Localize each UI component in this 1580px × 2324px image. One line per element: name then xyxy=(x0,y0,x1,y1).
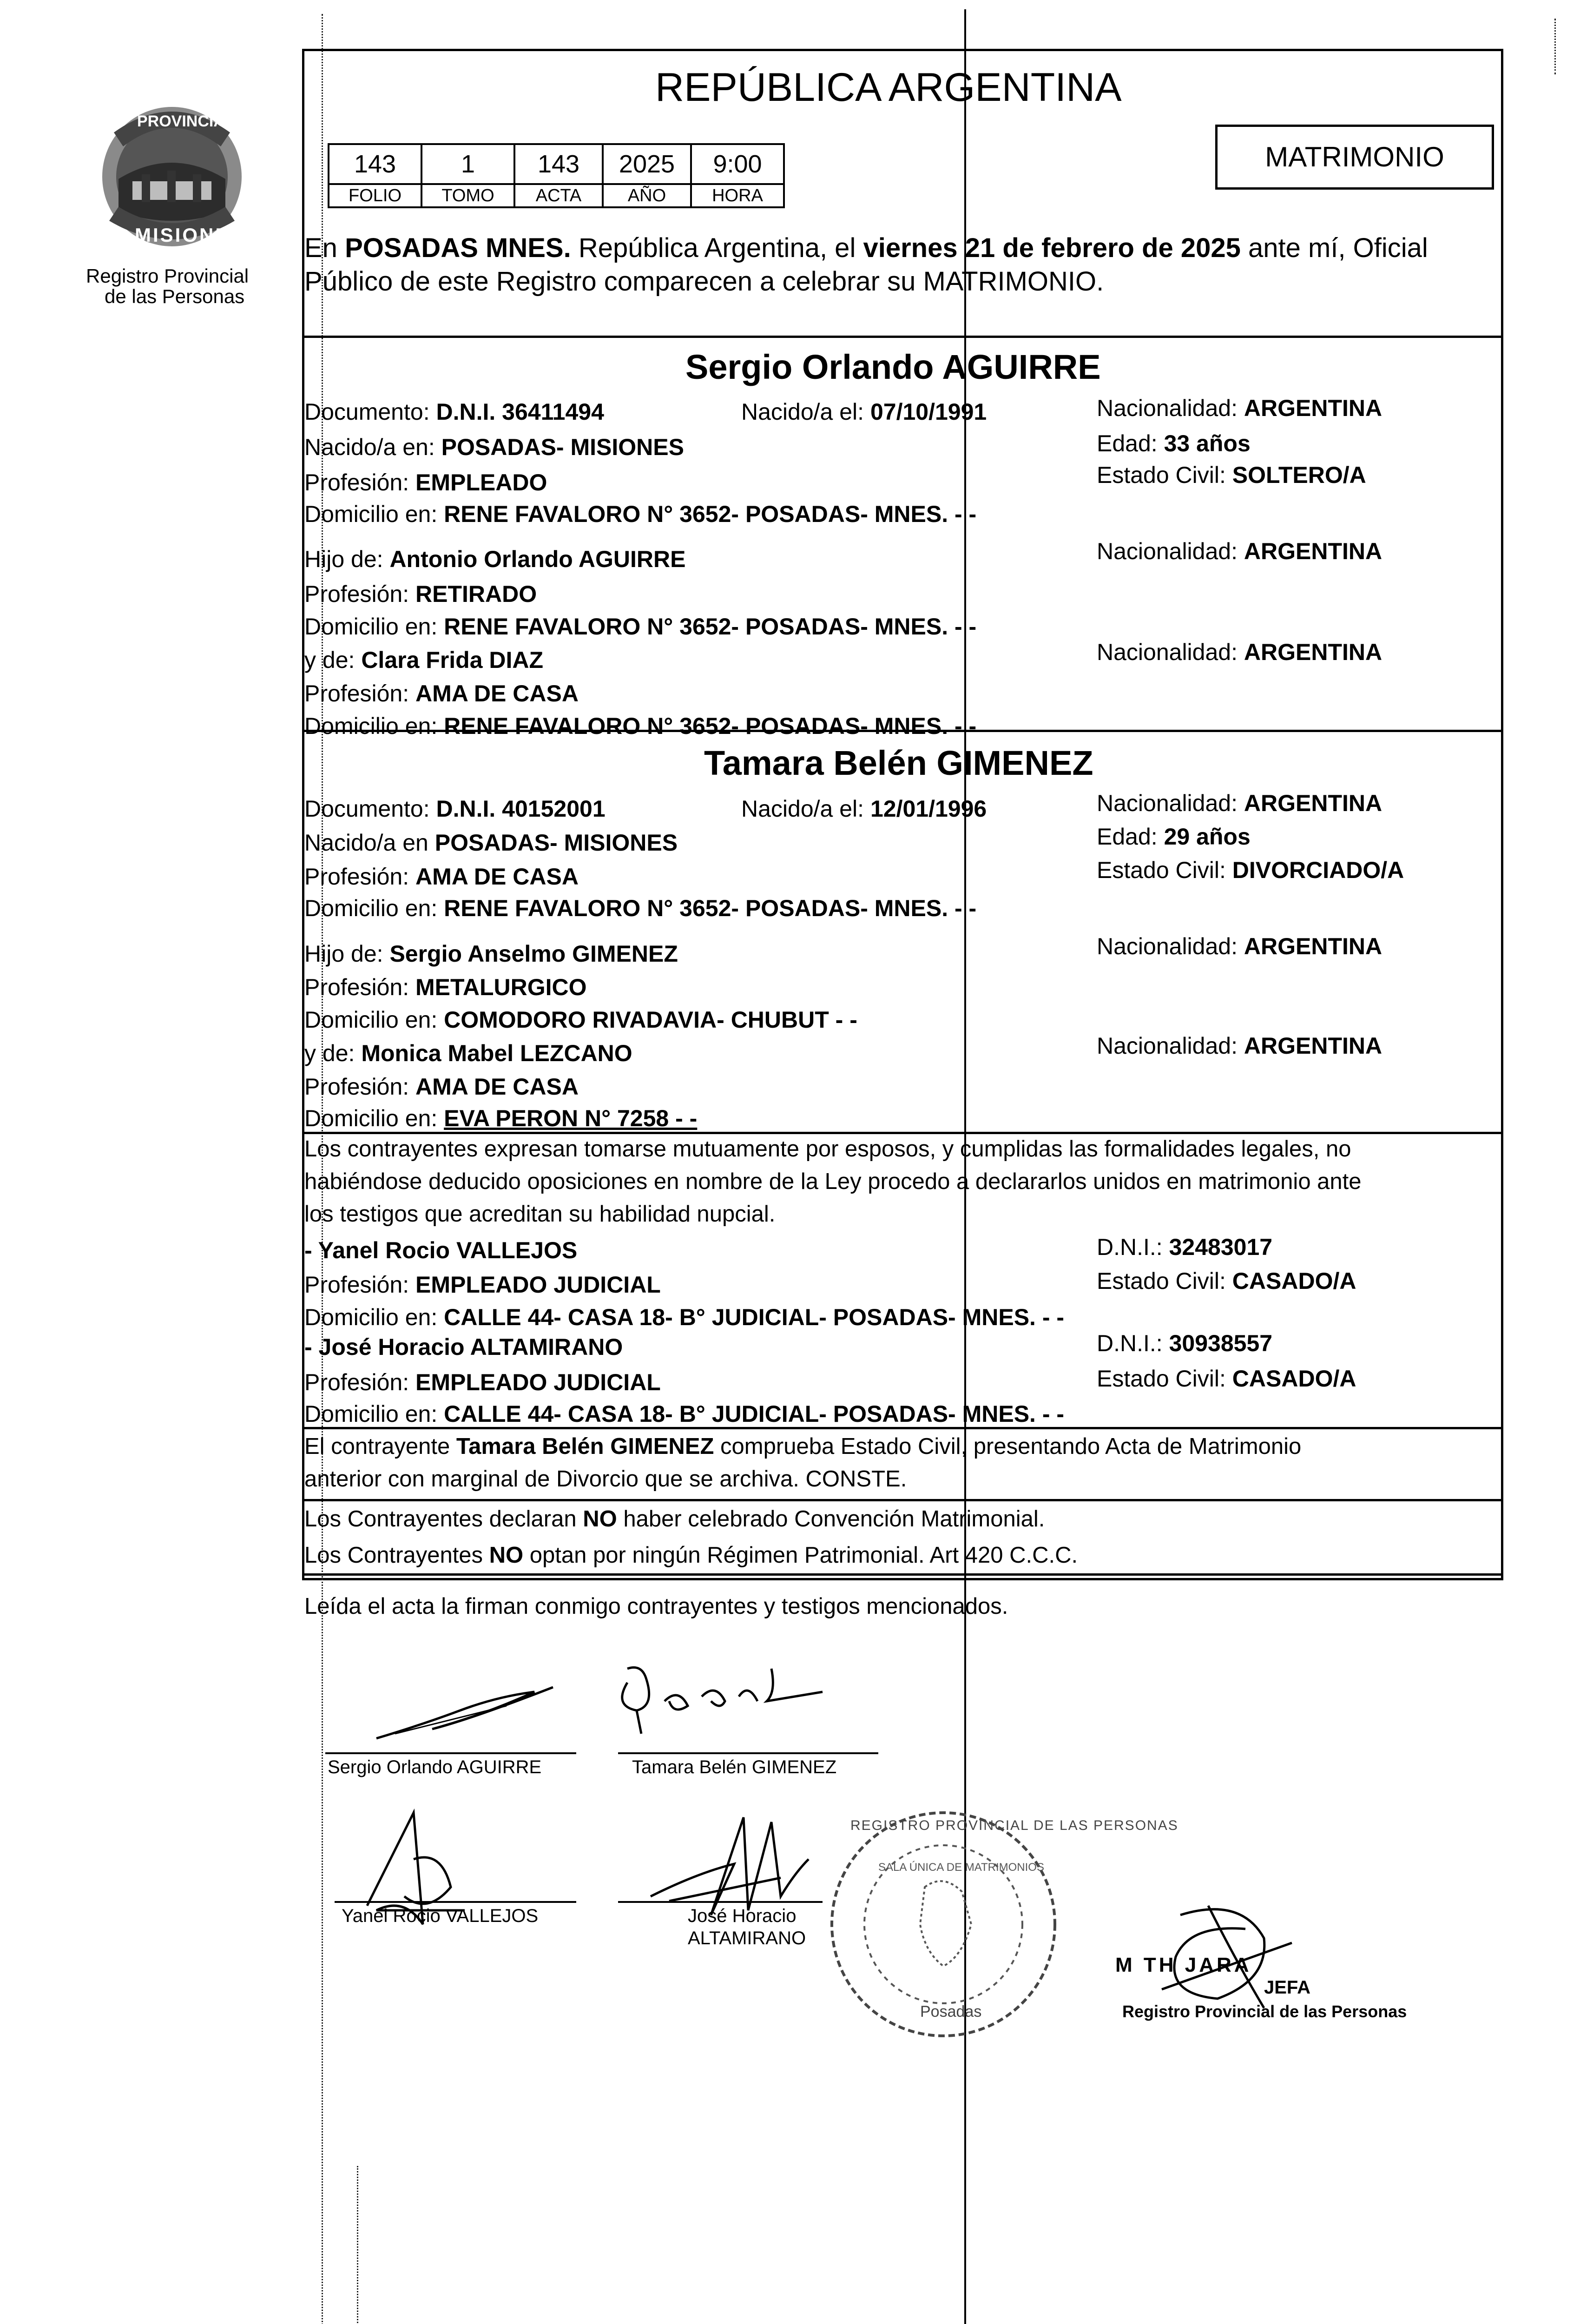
person2-document: Documento: D.N.I. 40152001 xyxy=(304,796,606,822)
witness1-dni: D.N.I.: 32483017 xyxy=(1097,1234,1273,1260)
institution-name-line1: Registro Provincial xyxy=(86,265,249,287)
signature-line-3 xyxy=(335,1901,576,1903)
tomo-label: TOMO xyxy=(421,184,514,207)
person2-father-profession: Profesión: METALURGICO xyxy=(304,974,587,1000)
signature-scribble-1 xyxy=(367,1673,562,1748)
signature-label-3: Yanel Rocio VALLEJOS xyxy=(342,1906,539,1926)
divider-closing xyxy=(302,1573,1501,1576)
country-title: REPÚBLICA ARGENTINA xyxy=(655,65,1122,110)
person2-profession: Profesión: AMA DE CASA xyxy=(304,864,579,890)
edge-mark xyxy=(1554,19,1556,74)
ano-value: 2025 xyxy=(603,144,691,184)
person2-mother-address: Domicilio en: EVA PERON N° 7258 - - xyxy=(304,1105,698,1131)
person1-age: Edad: 33 años xyxy=(1097,430,1251,456)
acta-label: ACTA xyxy=(514,184,603,207)
signature-label-2: Tamara Belén GIMENEZ xyxy=(632,1757,837,1777)
official-stamp-line3: Registro Provincial de las Personas xyxy=(1122,2002,1407,2021)
person1-address: Domicilio en: RENE FAVALORO N° 3652- POSADAS- MNES. - - xyxy=(304,501,977,527)
person1-mother-address: Domicilio en: RENE FAVALORO N° 3652- POSADAS- MNES. - - xyxy=(304,713,977,739)
intro-line2: Público de este Registro comparecen a celebrar su MATRIMONIO. xyxy=(304,266,1104,297)
folio-value: 143 xyxy=(329,144,421,184)
signature-scribble-3 xyxy=(349,1803,488,1952)
acta-value: 143 xyxy=(514,144,603,184)
person1-father-address: Domicilio en: RENE FAVALORO N° 3652- POSADAS- MNES. - - xyxy=(304,614,977,640)
official-stamp-line1: M TH JARA xyxy=(1115,1954,1252,1976)
witness2-name: - José Horacio ALTAMIRANO xyxy=(304,1334,623,1360)
logo-text-bottom: MISIONES xyxy=(135,224,245,246)
intro-mid: República Argentina, el xyxy=(571,233,863,263)
witness1-civil-status: Estado Civil: CASADO/A xyxy=(1097,1268,1356,1294)
person2-father-nationality: Nacionalidad: ARGENTINA xyxy=(1097,933,1382,959)
person1-father-profession: Profesión: RETIRADO xyxy=(304,581,537,607)
certificate-type-box: MATRIMONIO xyxy=(1215,125,1494,190)
witness1-name: - Yanel Rocio VALLEJOS xyxy=(304,1237,578,1263)
person2-father-address: Domicilio en: COMODORO RIVADAVIA- CHUBUT - - xyxy=(304,1007,857,1033)
person1-mother-profession: Profesión: AMA DE CASA xyxy=(304,680,579,706)
person1-civil-status: Estado Civil: SOLTERO/A xyxy=(1097,462,1366,488)
person2-age: Edad: 29 años xyxy=(1097,824,1251,850)
person1-birthplace: Nacido/a en: POSADAS- MISIONES xyxy=(304,434,684,460)
person2-civil-status: Estado Civil: DIVORCIADO/A xyxy=(1097,857,1404,883)
person2-birthplace: Nacido/a en POSADAS- MISIONES xyxy=(304,830,678,856)
intro-pre: En xyxy=(304,233,345,263)
person2-birthdate: Nacido/a el: 12/01/1996 xyxy=(741,796,987,822)
signature-line-2 xyxy=(618,1752,878,1754)
person1-nationality: Nacionalidad: ARGENTINA xyxy=(1097,395,1382,421)
institution-name-line2: de las Personas xyxy=(105,285,245,307)
signature-line-1 xyxy=(325,1752,576,1754)
registry-seal xyxy=(823,1803,1178,2045)
divider-person1 xyxy=(302,336,1501,338)
intro-line1 xyxy=(304,233,1428,263)
person2-father: Hijo de: Sergio Anselmo GIMENEZ xyxy=(304,941,678,967)
divider-convention xyxy=(302,1499,1501,1501)
provincial-logo xyxy=(86,91,258,258)
logo-text-top: PROVINCIA DE xyxy=(137,112,251,130)
intro-date: viernes 21 de febrero de 2025 xyxy=(863,233,1241,263)
signature-line-4 xyxy=(618,1901,823,1903)
person1-mother: y de: Clara Frida DIAZ xyxy=(304,647,544,673)
hora-value: 9:00 xyxy=(691,144,784,184)
divider-note xyxy=(302,1427,1501,1429)
signature-label-4b: ALTAMIRANO xyxy=(688,1928,806,1948)
ano-label: AÑO xyxy=(603,184,691,207)
seal-text: REGISTRO PROVINCIAL DE LAS PERSONAS xyxy=(850,1818,1178,1833)
closing-text: Leída el acta la firman conmigo contrayentes y testigos mencionados. xyxy=(304,1594,1008,1619)
left-fold-line-2 xyxy=(357,2166,358,2324)
hora-label: HORA xyxy=(691,184,784,207)
witness2-address: Domicilio en: CALLE 44- CASA 18- B° JUDICIAL- POSADAS- MNES. - - xyxy=(304,1401,1065,1427)
convention-line2: Los Contrayentes NO optan por ningún Régimen Patrimonial. Art 420 C.C.C. xyxy=(304,1543,1078,1568)
divider-declaration xyxy=(302,1132,1501,1134)
intro-post: ante mí, Oficial xyxy=(1240,233,1428,263)
person2-mother: y de: Monica Mabel LEZCANO xyxy=(304,1040,632,1066)
signature-label-1: Sergio Orlando AGUIRRE xyxy=(328,1757,542,1777)
person1-document: Documento: D.N.I. 36411494 xyxy=(304,399,604,425)
person1-birthdate: Nacido/a el: 07/10/1991 xyxy=(741,399,987,425)
person1-mother-nationality: Nacionalidad: ARGENTINA xyxy=(1097,639,1382,665)
seal-bottom-text: Posadas xyxy=(920,2003,982,2020)
civil-status-note-line1: El contrayente Tamara Belén GIMENEZ comprueba Estado Civil, presentando Acta de Matrimonio xyxy=(304,1434,1302,1459)
intro-place: POSADAS MNES. xyxy=(345,233,571,263)
signature-scribble-2 xyxy=(609,1655,832,1748)
witness2-profession: Profesión: EMPLEADO JUDICIAL xyxy=(304,1369,661,1395)
person2-address: Domicilio en: RENE FAVALORO N° 3652- POSADAS- MNES. - - xyxy=(304,895,977,921)
person2-mother-nationality: Nacionalidad: ARGENTINA xyxy=(1097,1033,1382,1059)
witness1-address: Domicilio en: CALLE 44- CASA 18- B° JUDICIAL- POSADAS- MNES. - - xyxy=(304,1304,1065,1330)
witness2-dni: D.N.I.: 30938557 xyxy=(1097,1330,1273,1356)
person1-father-nationality: Nacionalidad: ARGENTINA xyxy=(1097,538,1382,564)
person2-mother-profession: Profesión: AMA DE CASA xyxy=(304,1074,579,1100)
person1-name: Sergio Orlando AGUIRRE xyxy=(685,348,1101,386)
registry-table xyxy=(328,143,785,208)
civil-status-note-line2: anterior con marginal de Divorcio que se archiva. CONSTE. xyxy=(304,1466,907,1492)
declaration-line1: Los contrayentes expresan tomarse mutuamente por esposos, y cumplidas las formalidades legales, no xyxy=(304,1136,1351,1162)
person2-name: Tamara Belén GIMENEZ xyxy=(704,744,1093,782)
person1-profession: Profesión: EMPLEADO xyxy=(304,469,547,495)
person1-father: Hijo de: Antonio Orlando AGUIRRE xyxy=(304,546,686,572)
declaration-line3: los testigos que acreditan su habilidad nupcial. xyxy=(304,1202,776,1227)
convention-line1: Los Contrayentes declaran NO haber celebrado Convención Matrimonial. xyxy=(304,1506,1045,1532)
signature-label-4a: José Horacio xyxy=(688,1906,797,1926)
person2-nationality: Nacionalidad: ARGENTINA xyxy=(1097,790,1382,816)
witness1-profession: Profesión: EMPLEADO JUDICIAL xyxy=(304,1272,661,1298)
witness2-civil-status: Estado Civil: CASADO/A xyxy=(1097,1366,1356,1392)
declaration-line2: habiéndose deducido oposiciones en nombre de la Ley procedo a declararlos unidos en matrimonio ante xyxy=(304,1169,1362,1194)
seal-inner-text: SALA ÚNICA DE MATRIMONIOS xyxy=(878,1861,1044,1874)
official-stamp-line2: JEFA xyxy=(1264,1977,1311,1998)
tomo-value: 1 xyxy=(421,144,514,184)
folio-label: FOLIO xyxy=(329,184,421,207)
